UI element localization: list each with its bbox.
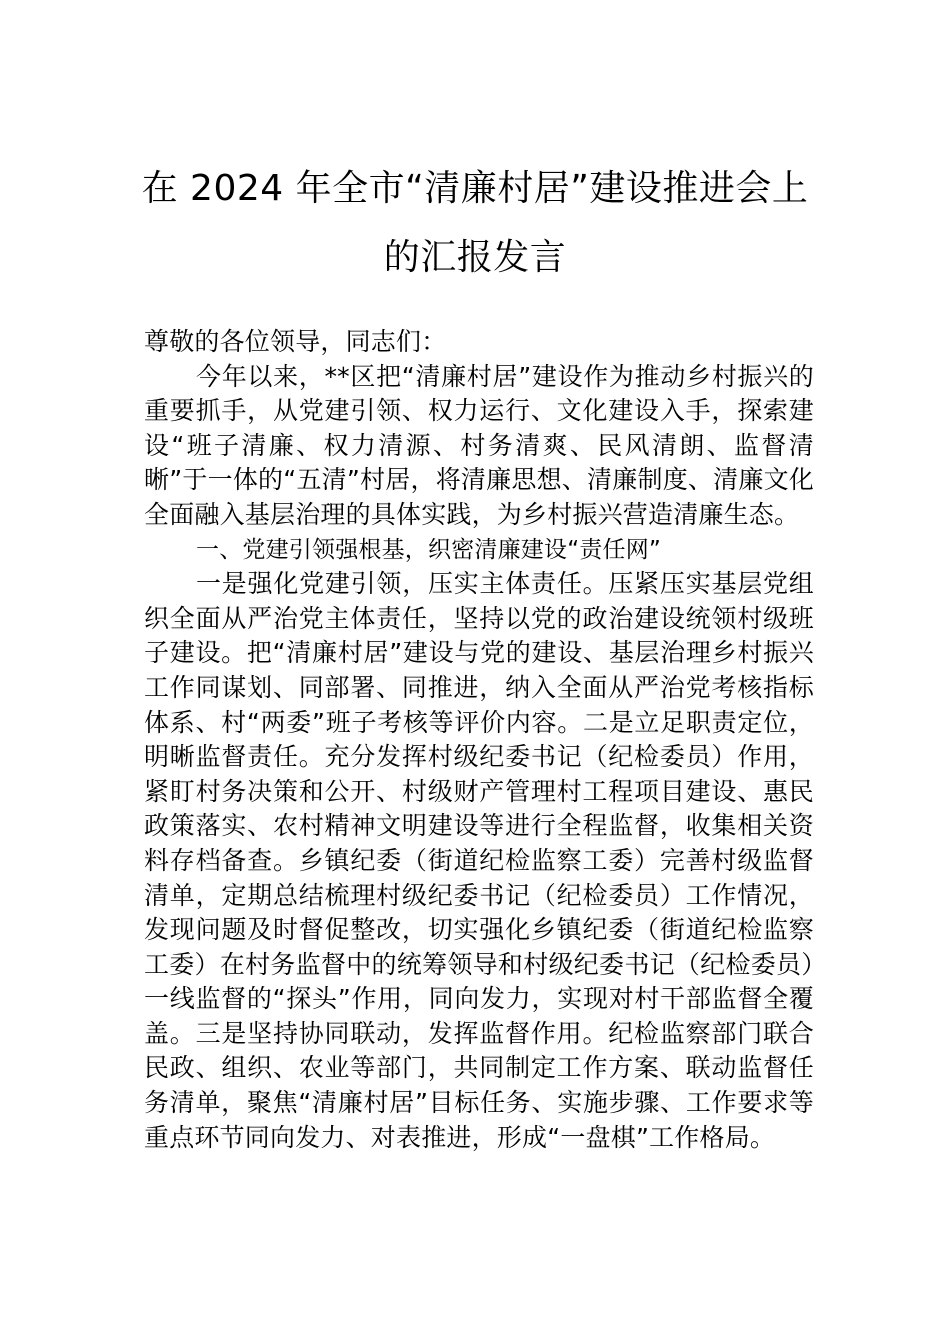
document-title-line-1: 在 2024 年全市“清廉村居”建设推进会上 bbox=[141, 168, 809, 209]
section-1-paragraph: 一是强化党建引领，压实主体责任。压紧压实基层党组织全面从严治党主体责任，坚持以党的政治建设统领村级班子建设。把“清廉村居”建设与党的建设、基层治理乡村振兴工作同谋划、同部署、同推进，纳入全面从严治党考核指标体系、村“两委”班子考核等评价内容。二是立足职责定位，明晰监督责任。充分发挥村级纪委书记（纪检委员）作用，紧盯村务决策和公开、村级财产管理村工程项目建设、惠民政策落实、农村精神文明建设等进行全程监督，收集相关资料存档备查。乡镇纪委（街道纪检监察工委）完善村级监督清单，定期总结梳理村级纪委书记（纪检委员）工作情况，发现问题及时督促整改，切实强化乡镇纪委（街道纪检监察工委）在村务监督中的统筹领导和村级纪委书记（纪检委员）一线监督的“探头”作用，同向发力，实现对村干部监督全覆盖。三是坚持协同联动，发挥监督作用。纪检监察部门联合民政、组织、农业等部门，共同制定工作方案、联动监督任务清单，聚焦“清廉村居”目标任务、实施步骤、工作要求等重点环节同向发力、对表推进，形成“一盘棋”工作格局。 bbox=[144, 569, 814, 1152]
section-heading-1: 一、党建引领强根基，织密清廉建设“责任网” bbox=[196, 536, 662, 563]
intro-paragraph: 今年以来，**区把“清廉村居”建设作为推动乡村振兴的重要抓手，从党建引领、权力运行、文化建设入手，探索建设“班子清廉、权力清源、村务清爽、民风清朗、监督清晰”于一体的“五清”村居，将清廉思想、清廉制度、清廉文化全面融入基层治理的具体实践，为乡村振兴营造清廉生态。 bbox=[144, 361, 814, 529]
salutation: 尊敬的各位领导，同志们： bbox=[144, 327, 447, 356]
document-title-line-2: 的汇报发言 bbox=[383, 237, 567, 278]
document-body bbox=[144, 325, 814, 1155]
